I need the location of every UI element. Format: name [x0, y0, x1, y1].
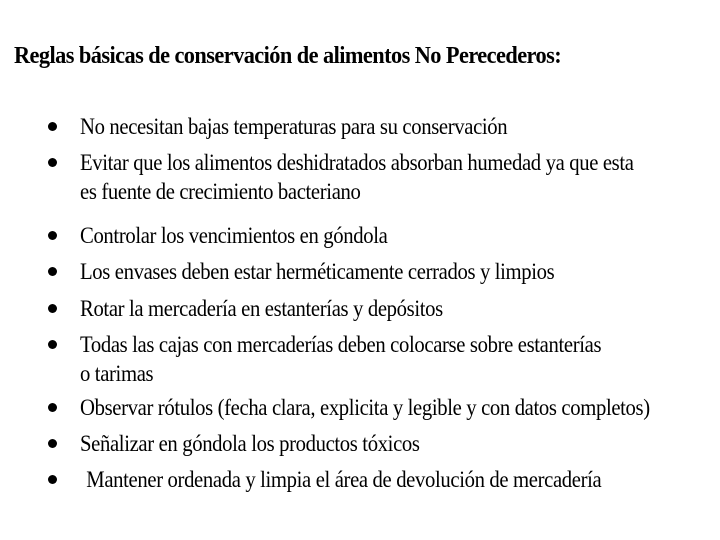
rule-line: Evitar que los alimentos deshidratados absorban humedad ya que esta	[80, 150, 634, 175]
rule-line: Señalizar en góndola los productos tóxicos	[80, 431, 420, 456]
rule-text	[80, 294, 656, 323]
bullet-icon	[48, 304, 57, 313]
rule-text	[80, 330, 656, 388]
rule-line: Todas las cajas con mercaderías deben colocarse sobre estanterías	[80, 332, 602, 357]
rule-line: Observar rótulos (fecha clara, explicita y legible y con datos completos)	[80, 395, 650, 420]
rule-text	[80, 393, 656, 422]
rule-text	[80, 148, 656, 206]
rule-line: Controlar los vencimientos en góndola	[80, 223, 388, 248]
bullet-icon	[48, 267, 57, 276]
rule-text	[80, 465, 656, 494]
bullet-icon	[48, 403, 57, 412]
rule-line-continuation: es fuente de crecimiento bacteriano	[80, 179, 361, 204]
rule-text	[80, 429, 656, 458]
rule-text	[80, 221, 656, 250]
bullet-icon	[48, 475, 57, 484]
rule-line: No necesitan bajas temperaturas para su conservación	[80, 114, 508, 139]
rule-line: Mantener ordenada y limpia el área de devolución de mercadería	[86, 467, 602, 492]
bullet-icon	[48, 340, 57, 349]
rule-text	[80, 257, 656, 286]
rule-line: Los envases deben estar herméticamente cerrados y limpios	[80, 259, 555, 284]
bullet-icon	[48, 158, 57, 167]
bullet-icon	[48, 231, 57, 240]
rule-line-continuation: o tarimas	[80, 361, 154, 386]
slide-title: Reglas básicas de conservación de alimentos No Perecederos:	[14, 43, 562, 69]
rule-line: Rotar la mercadería en estanterías y depósitos	[80, 296, 443, 321]
bullet-icon	[48, 122, 57, 131]
rule-text	[80, 112, 656, 141]
bullet-icon	[48, 439, 57, 448]
